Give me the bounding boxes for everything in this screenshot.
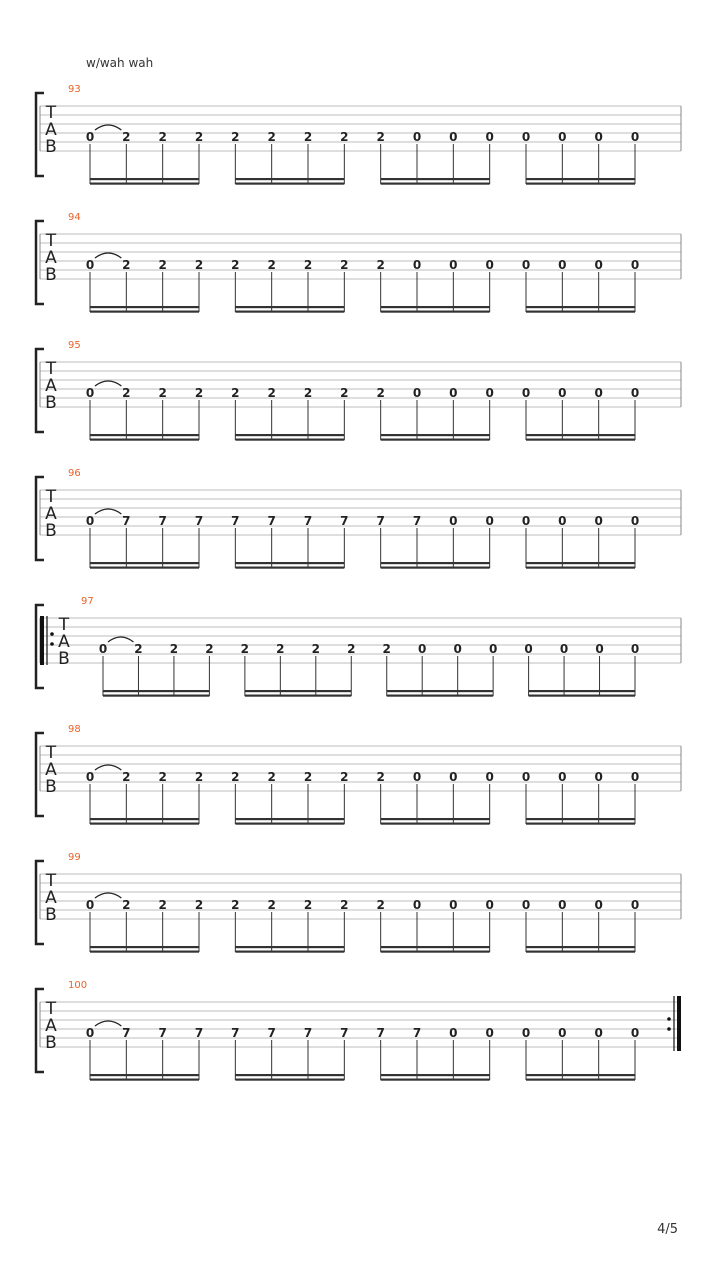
tab-system <box>0 212 720 340</box>
fret-number: 0 <box>524 642 533 656</box>
fret-number: 0 <box>521 770 531 784</box>
tab-clef-letter: A <box>45 760 57 780</box>
fret-number: 2 <box>267 770 276 784</box>
beam <box>526 439 635 441</box>
repeat-dot <box>667 1017 671 1021</box>
beam <box>235 311 344 313</box>
tab-clef-letter: B <box>45 521 57 541</box>
tab-system <box>0 468 720 596</box>
fret-number: 0 <box>485 1026 494 1040</box>
bar-number: 96 <box>68 468 81 479</box>
tab-clef-letter: B <box>58 649 70 669</box>
fret-number: 2 <box>267 258 276 272</box>
fret-number: 0 <box>594 386 603 400</box>
beam <box>235 306 344 308</box>
fret-number: 0 <box>594 258 603 272</box>
fret-number: 0 <box>85 1026 95 1040</box>
tab-clef-letter: T <box>45 487 57 507</box>
beam <box>90 951 199 953</box>
fret-number: 7 <box>194 1026 204 1040</box>
beam <box>526 183 635 185</box>
fret-number: 0 <box>630 386 640 400</box>
fret-number: 0 <box>85 258 95 272</box>
beam <box>245 695 351 697</box>
fret-number: 0 <box>630 770 640 784</box>
fret-number: 0 <box>485 386 494 400</box>
beam <box>90 567 199 569</box>
fret-number: 0 <box>85 898 95 912</box>
fret-number: 0 <box>485 258 494 272</box>
fret-number: 0 <box>521 386 531 400</box>
beam <box>90 183 199 185</box>
fret-number: 0 <box>594 514 603 528</box>
fret-number: 2 <box>158 258 167 272</box>
beam <box>526 434 635 436</box>
tab-staff <box>0 340 720 468</box>
fret-number: 7 <box>412 1026 422 1040</box>
tab-system <box>0 84 720 212</box>
fret-number: 2 <box>240 642 250 656</box>
fret-number: 7 <box>158 514 167 528</box>
fret-number: 0 <box>594 770 603 784</box>
beam <box>381 946 490 948</box>
tab-clef-letter: A <box>45 504 57 524</box>
fret-number: 2 <box>303 898 313 912</box>
beam <box>235 946 344 948</box>
beam <box>235 183 344 185</box>
repeat-dot <box>50 632 54 636</box>
fret-number: 2 <box>303 770 313 784</box>
fret-number: 2 <box>267 130 276 144</box>
fret-number: 0 <box>630 1026 640 1040</box>
tab-clef-letter: T <box>45 359 57 379</box>
fret-number: 2 <box>122 770 131 784</box>
fret-number: 0 <box>412 898 422 912</box>
fret-number: 2 <box>205 642 214 656</box>
beam <box>90 178 199 180</box>
tab-clef-letter: A <box>45 120 57 140</box>
fret-number: 0 <box>630 898 640 912</box>
fret-number: 7 <box>267 514 276 528</box>
tab-system <box>0 724 720 852</box>
fret-number: 2 <box>134 642 143 656</box>
tab-clef-letter: T <box>45 231 57 251</box>
beam <box>381 562 490 564</box>
beam <box>526 306 635 308</box>
tab-clef-letter: T <box>45 999 57 1019</box>
slur <box>95 381 121 386</box>
fret-number: 2 <box>194 386 204 400</box>
tab-clef-letter: B <box>45 265 57 285</box>
beam <box>526 567 635 569</box>
fret-number: 0 <box>449 258 458 272</box>
tab-system <box>0 980 720 1108</box>
beam <box>526 1079 635 1081</box>
beam <box>235 562 344 564</box>
fret-number: 7 <box>376 514 385 528</box>
fret-number: 2 <box>382 642 391 656</box>
slur <box>95 253 121 258</box>
fret-number: 0 <box>558 770 567 784</box>
beam <box>90 434 199 436</box>
bar-number: 93 <box>68 84 81 95</box>
fret-number: 7 <box>267 1026 276 1040</box>
fret-number: 7 <box>231 514 240 528</box>
fret-number: 7 <box>122 1026 131 1040</box>
slur <box>95 125 121 130</box>
fret-number: 0 <box>485 770 494 784</box>
beam <box>90 946 199 948</box>
slur <box>108 637 133 642</box>
fret-number: 2 <box>122 898 131 912</box>
beam <box>381 951 490 953</box>
fret-number: 2 <box>122 258 131 272</box>
beam <box>526 951 635 953</box>
slur <box>95 765 121 770</box>
fret-number: 0 <box>558 1026 567 1040</box>
beam <box>90 306 199 308</box>
beam <box>235 439 344 441</box>
repeat-start-thick-bar <box>40 616 44 665</box>
fret-number: 7 <box>194 514 204 528</box>
fret-number: 2 <box>158 386 167 400</box>
fret-number: 0 <box>485 514 494 528</box>
wah-annotation: w/wah wah <box>86 56 154 70</box>
fret-number: 2 <box>194 770 204 784</box>
beam <box>90 1079 199 1081</box>
fret-number: 7 <box>158 1026 167 1040</box>
fret-number: 7 <box>122 514 131 528</box>
beam <box>90 439 199 441</box>
tab-clef-letter: B <box>45 1033 57 1053</box>
beam <box>381 183 490 185</box>
tab-system <box>0 340 720 468</box>
beam <box>526 178 635 180</box>
fret-number: 2 <box>303 130 313 144</box>
fret-number: 2 <box>122 130 131 144</box>
fret-number: 2 <box>340 770 349 784</box>
fret-number: 2 <box>303 386 313 400</box>
fret-number: 2 <box>231 770 240 784</box>
fret-number: 0 <box>630 130 640 144</box>
tab-staff <box>0 468 720 596</box>
tab-clef-letter: B <box>45 905 57 925</box>
fret-number: 0 <box>521 514 531 528</box>
beam <box>529 690 635 692</box>
fret-number: 0 <box>521 1026 531 1040</box>
fret-number: 2 <box>340 258 349 272</box>
tab-clef-letter: B <box>45 777 57 797</box>
tab-clef-letter: T <box>45 103 57 123</box>
fret-number: 0 <box>558 514 567 528</box>
fret-number: 2 <box>376 130 385 144</box>
fret-number: 0 <box>558 130 567 144</box>
beam <box>235 951 344 953</box>
bar-number: 97 <box>81 596 94 607</box>
fret-number: 2 <box>340 898 349 912</box>
fret-number: 0 <box>418 642 427 656</box>
fret-number: 0 <box>449 1026 458 1040</box>
beam <box>381 1079 490 1081</box>
beam <box>90 818 199 820</box>
fret-number: 2 <box>158 898 167 912</box>
beam <box>235 1079 344 1081</box>
fret-number: 2 <box>122 386 131 400</box>
beam <box>90 823 199 825</box>
fret-number: 7 <box>340 1026 349 1040</box>
fret-number: 2 <box>194 130 204 144</box>
fret-number: 0 <box>449 130 458 144</box>
tab-staff <box>0 212 720 340</box>
fret-number: 0 <box>521 898 531 912</box>
beam <box>526 562 635 564</box>
beam <box>381 311 490 313</box>
fret-number: 0 <box>449 386 458 400</box>
beam <box>235 567 344 569</box>
page-number: 4/5 <box>657 1222 678 1237</box>
repeat-dot <box>667 1027 671 1031</box>
fret-number: 0 <box>594 1026 603 1040</box>
bar-number: 98 <box>68 724 81 735</box>
beam <box>526 823 635 825</box>
fret-number: 0 <box>85 130 95 144</box>
fret-number: 0 <box>85 770 95 784</box>
beam <box>529 695 635 697</box>
fret-number: 0 <box>453 642 462 656</box>
fret-number: 0 <box>85 386 95 400</box>
fret-number: 0 <box>412 258 422 272</box>
fret-number: 0 <box>630 514 640 528</box>
bar-number: 95 <box>68 340 81 351</box>
fret-number: 2 <box>347 642 356 656</box>
fret-number: 7 <box>340 514 349 528</box>
beam <box>235 823 344 825</box>
tab-clef-letter: T <box>45 871 57 891</box>
beam <box>526 818 635 820</box>
fret-number: 2 <box>303 258 313 272</box>
fret-number: 0 <box>449 770 458 784</box>
beam <box>387 690 493 692</box>
beam <box>381 823 490 825</box>
tab-clef-letter: A <box>45 1016 57 1036</box>
fret-number: 0 <box>485 898 494 912</box>
bar-number: 94 <box>68 212 81 223</box>
slur <box>95 509 121 514</box>
fret-number: 0 <box>412 130 422 144</box>
beam <box>526 1074 635 1076</box>
fret-number: 7 <box>412 514 422 528</box>
tab-staff <box>0 852 720 980</box>
fret-number: 2 <box>169 642 179 656</box>
fret-number: 2 <box>158 130 167 144</box>
fret-number: 0 <box>521 130 531 144</box>
fret-number: 2 <box>194 258 204 272</box>
fret-number: 2 <box>376 386 385 400</box>
beam <box>235 434 344 436</box>
tab-clef-letter: T <box>45 743 57 763</box>
fret-number: 0 <box>558 386 567 400</box>
beam <box>381 1074 490 1076</box>
tab-staff <box>0 980 720 1108</box>
beam <box>526 946 635 948</box>
fret-number: 7 <box>303 514 313 528</box>
fret-number: 0 <box>412 386 422 400</box>
bar-number: 100 <box>68 980 88 991</box>
fret-number: 0 <box>558 898 567 912</box>
beam <box>90 311 199 313</box>
beam <box>381 434 490 436</box>
repeat-dot <box>50 642 54 646</box>
fret-number: 0 <box>412 770 422 784</box>
tab-clef-letter: T <box>58 615 70 635</box>
beam <box>381 567 490 569</box>
tab-staff <box>0 724 720 852</box>
beam <box>235 1074 344 1076</box>
fret-number: 0 <box>85 514 95 528</box>
fret-number: 2 <box>231 898 240 912</box>
beam <box>381 818 490 820</box>
beam <box>381 306 490 308</box>
beam <box>235 818 344 820</box>
beam <box>381 178 490 180</box>
fret-number: 2 <box>267 386 276 400</box>
tab-clef-letter: A <box>45 376 57 396</box>
fret-number: 2 <box>311 642 320 656</box>
fret-number: 2 <box>376 258 385 272</box>
fret-number: 7 <box>376 1026 385 1040</box>
tab-clef-letter: B <box>45 137 57 157</box>
bar-number: 99 <box>68 852 81 863</box>
fret-number: 0 <box>449 514 458 528</box>
fret-number: 2 <box>276 642 285 656</box>
fret-number: 0 <box>488 642 498 656</box>
tab-staff <box>0 84 720 212</box>
repeat-end-thick-bar <box>677 996 681 1051</box>
fret-number: 0 <box>595 642 604 656</box>
beam <box>103 690 209 692</box>
tab-clef-letter: A <box>45 888 57 908</box>
fret-number: 0 <box>485 130 494 144</box>
beam <box>245 690 351 692</box>
slur <box>95 1021 121 1026</box>
tab-clef-letter: A <box>45 248 57 268</box>
beam <box>235 178 344 180</box>
fret-number: 2 <box>158 770 167 784</box>
tab-clef-letter: B <box>45 393 57 413</box>
fret-number: 0 <box>558 258 567 272</box>
beam <box>381 439 490 441</box>
beam <box>90 1074 199 1076</box>
tab-system <box>0 596 720 724</box>
fret-number: 2 <box>376 898 385 912</box>
fret-number: 7 <box>231 1026 240 1040</box>
fret-number: 0 <box>449 898 458 912</box>
tab-staff <box>0 596 720 724</box>
fret-number: 0 <box>630 258 640 272</box>
fret-number: 0 <box>559 642 569 656</box>
fret-number: 2 <box>340 130 349 144</box>
beam <box>387 695 493 697</box>
fret-number: 0 <box>98 642 108 656</box>
tab-system <box>0 852 720 980</box>
fret-number: 0 <box>630 642 640 656</box>
tab-clef-letter: A <box>58 632 70 652</box>
fret-number: 2 <box>267 898 276 912</box>
beam <box>90 562 199 564</box>
fret-number: 2 <box>231 258 240 272</box>
fret-number: 0 <box>594 898 603 912</box>
fret-number: 2 <box>376 770 385 784</box>
slur <box>95 893 121 898</box>
fret-number: 2 <box>231 130 240 144</box>
fret-number: 2 <box>231 386 240 400</box>
fret-number: 2 <box>340 386 349 400</box>
fret-number: 7 <box>303 1026 313 1040</box>
fret-number: 2 <box>194 898 204 912</box>
fret-number: 0 <box>594 130 603 144</box>
beam <box>526 311 635 313</box>
fret-number: 0 <box>521 258 531 272</box>
beam <box>103 695 209 697</box>
